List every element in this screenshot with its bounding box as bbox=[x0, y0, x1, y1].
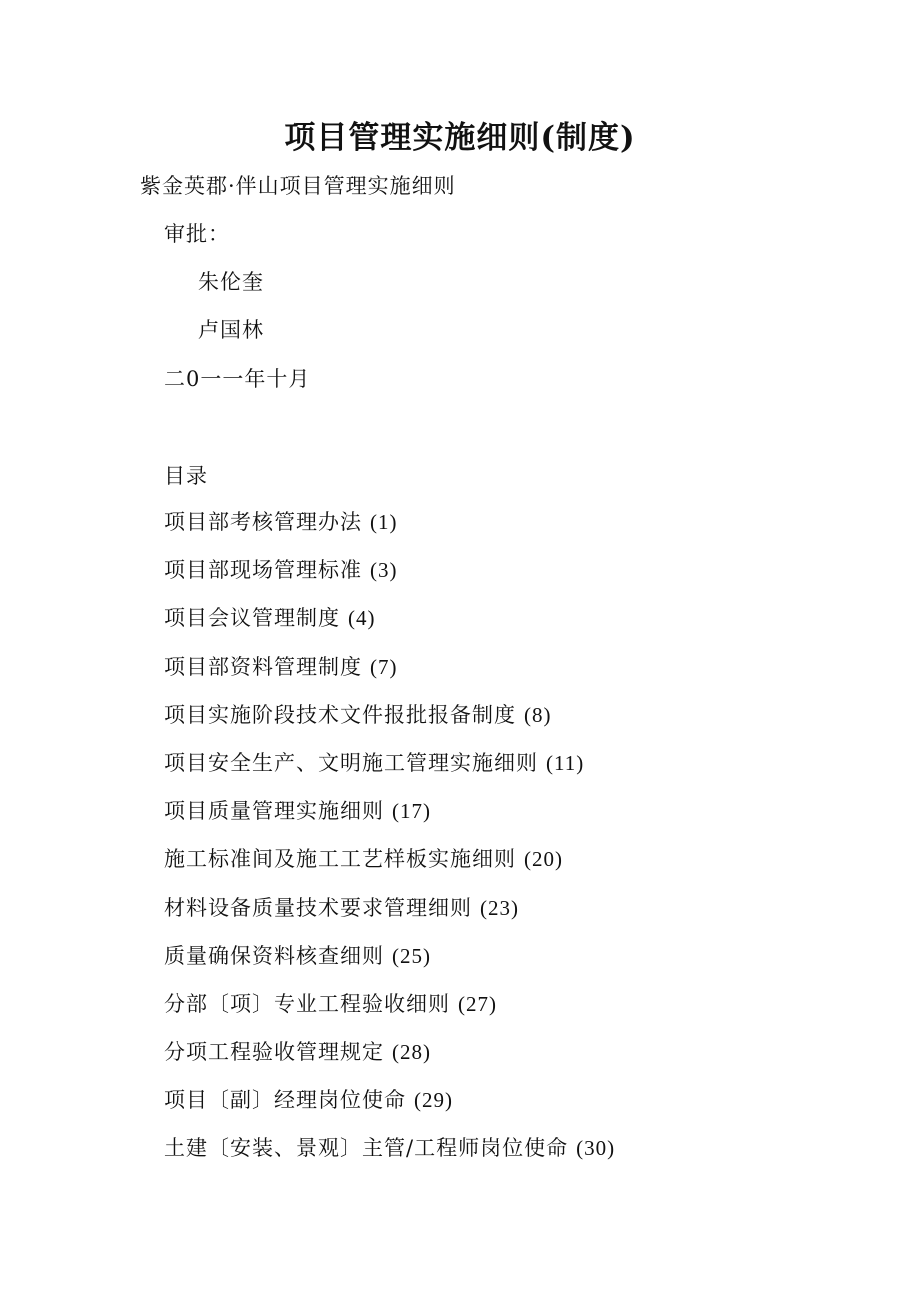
toc-item-title: 项目部考核管理办法 bbox=[164, 510, 362, 534]
table-of-contents bbox=[164, 508, 615, 1183]
toc-item-title: 材料设备质量技术要求管理细则 bbox=[164, 895, 472, 920]
toc-item-title: 土建〔安装、景观〕主管/工程师岗位使命 bbox=[164, 1136, 569, 1161]
toc-item-page: (17) bbox=[392, 799, 431, 824]
toc-item-title: 项目〔副〕经理岗位使命 bbox=[164, 1088, 406, 1113]
toc-item[interactable] bbox=[164, 845, 615, 893]
toc-item[interactable] bbox=[164, 1134, 615, 1182]
toc-item[interactable] bbox=[164, 701, 615, 749]
toc-item-page: (4) bbox=[348, 606, 376, 631]
toc-item-title: 项目部现场管理标准 bbox=[164, 558, 362, 583]
toc-item-page: (20) bbox=[524, 847, 563, 872]
toc-item-page: (30) bbox=[576, 1136, 616, 1161]
toc-item[interactable] bbox=[164, 1086, 615, 1134]
toc-item-page: (8) bbox=[524, 702, 552, 727]
toc-item[interactable] bbox=[164, 653, 615, 701]
toc-item[interactable] bbox=[164, 990, 615, 1038]
toc-item[interactable] bbox=[164, 604, 615, 652]
toc-item-title: 项目质量管理实施细则 bbox=[164, 799, 384, 824]
toc-item-page: (11) bbox=[546, 750, 585, 775]
toc-item-title: 项目实施阶段技术文件报批报备制度 bbox=[164, 702, 516, 727]
toc-item-page: (27) bbox=[458, 991, 497, 1016]
toc-item[interactable] bbox=[164, 942, 615, 990]
toc-item-page: (23) bbox=[480, 895, 519, 920]
toc-item[interactable] bbox=[164, 556, 615, 604]
toc-item-title: 质量确保资料核查细则 bbox=[164, 943, 384, 968]
toc-item[interactable] bbox=[164, 508, 615, 556]
toc-item-title: 分部〔项〕专业工程验收细则 bbox=[164, 991, 450, 1016]
toc-item-page: (25) bbox=[392, 943, 431, 968]
toc-item-title: 项目会议管理制度 bbox=[164, 606, 340, 631]
toc-item-title: 项目部资料管理制度 bbox=[164, 654, 362, 679]
document-title: 项目管理实施细则(制度) bbox=[284, 120, 636, 156]
toc-item-page: (7) bbox=[370, 654, 398, 679]
toc-item[interactable] bbox=[164, 1038, 615, 1086]
toc-heading: 目录 bbox=[164, 464, 208, 488]
toc-item-title: 施工标准间及施工工艺样板实施细则 bbox=[164, 847, 516, 872]
approver-name: 朱伦奎 bbox=[198, 270, 264, 294]
approver-name: 卢国林 bbox=[198, 318, 264, 342]
toc-item[interactable] bbox=[164, 749, 615, 797]
toc-item[interactable] bbox=[164, 797, 615, 845]
document-date: 二0一一年十月 bbox=[164, 367, 311, 391]
document-subtitle: 紫金英郡·伴山项目管理实施细则 bbox=[140, 174, 456, 198]
toc-item-title: 分项工程验收管理规定 bbox=[164, 1040, 384, 1065]
toc-item-page: (3) bbox=[370, 558, 398, 583]
approval-label: 审批： bbox=[164, 222, 230, 246]
toc-item-page: (29) bbox=[414, 1088, 453, 1113]
toc-item[interactable] bbox=[164, 894, 615, 942]
toc-item-page: (1) bbox=[370, 510, 398, 534]
toc-item-title: 项目安全生产、文明施工管理实施细则 bbox=[164, 750, 538, 775]
toc-item-page: (28) bbox=[392, 1040, 431, 1065]
